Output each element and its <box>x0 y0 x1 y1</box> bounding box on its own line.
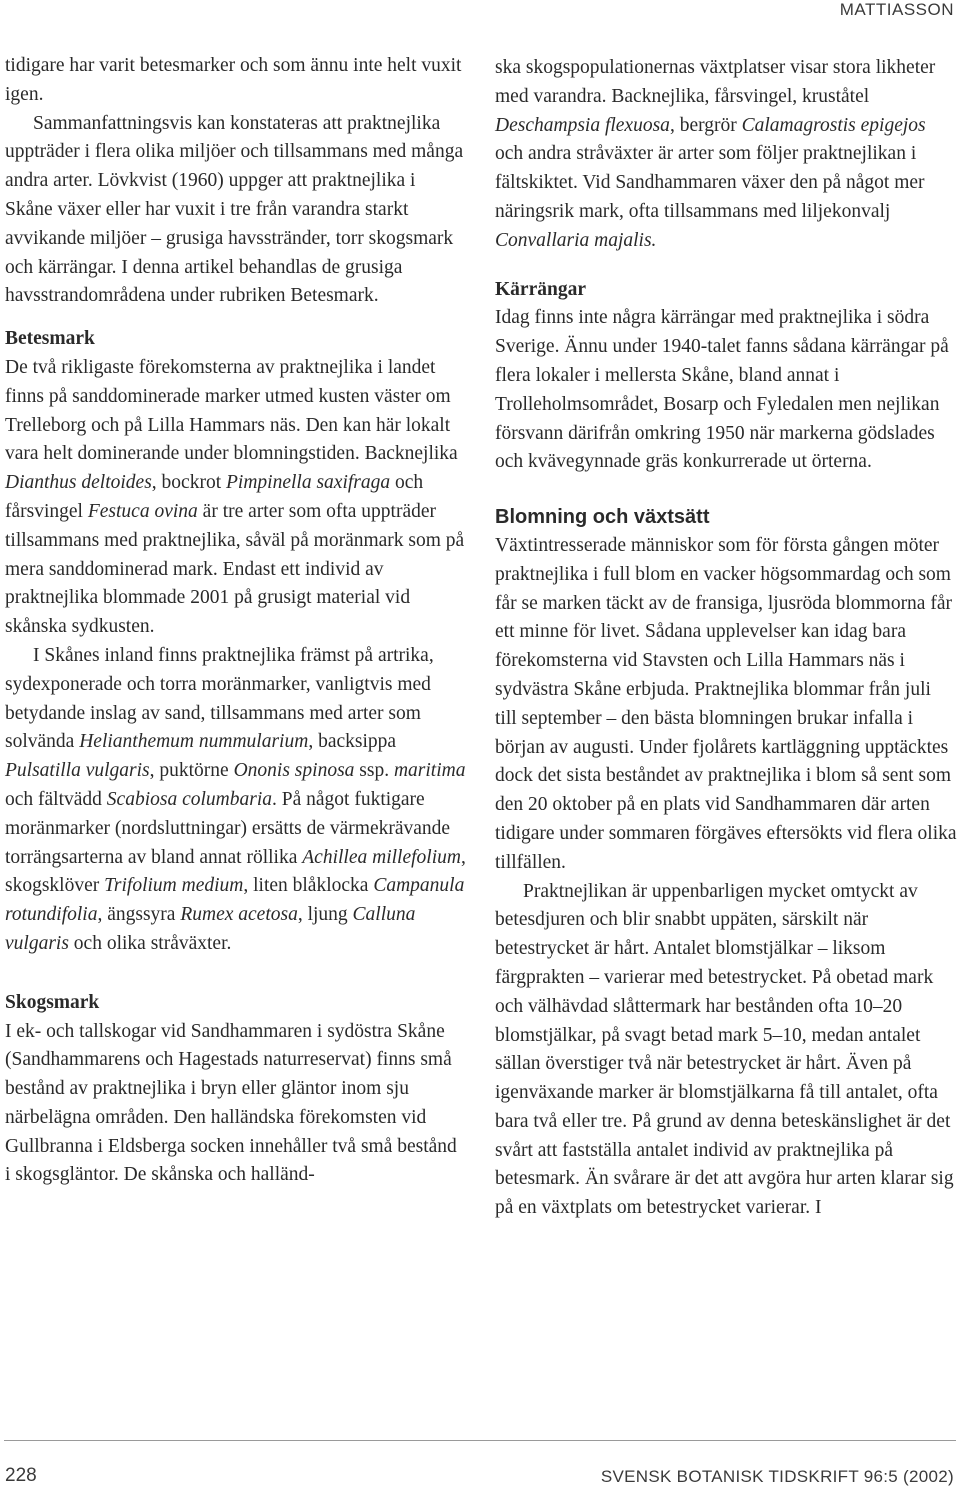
paragraph: Idag finns inte några kärrängar med praktnejlika i södra Sverige. Ännu under 1940-talet fanns sådana kärrängar på flera lokaler i mellersta Skåne, bland annat i Trolleholmsområdet, Bosarp och Fyledalen men nejlikan försvann därifrån omkring 1950 när markerna gödslades och kvävegynnade gräs konkurrerade ut örterna. <box>495 307 949 473</box>
species-name: Deschampsia flexuosa <box>495 114 670 136</box>
species-name: Scabiosa columbaria <box>106 788 272 810</box>
section-heading-betesmark: Betesmark <box>5 328 95 350</box>
species-name: Convallaria majalis. <box>495 229 657 251</box>
paragraph: ska skogspopulationernas växtplatser visar stora likheter med varandra. Backnejlika, fårsvingel, kruståtel Deschampsia flexuosa, bergrör Calamagrostis epigejos och andra stråväxter är arter som följer praktnejlikan i fältskiktet. Vid Sandhammaren växer den på något mer näringsrik mark, ofta tillsammans med liljekonvalj Convallaria majalis. <box>495 57 936 251</box>
species-name: maritima <box>393 760 466 782</box>
species-name: Pimpinella saxifraga <box>226 472 391 494</box>
running-header-author: MATTIASSON <box>839 0 954 19</box>
paragraph: I Skånes inland finns praktnejlika främst på artrika, sydexponerade och torra moränmarker, vanligtvis med betydande inslag av sand, tillsammans med arter som solvända Helianthemum nummularium, backsippa Pulsatilla vulgaris, puktörne Ononis spinosa ssp. maritima och fältvädd Scabiosa columbaria. På något fuktigare moränmarker (nordsluttningar) ersätts de värmekrävande torrängsarterna av bland annat röllika Achillea millefolium, skogsklöver Trifolium medium, liten blåklocka Campanula rotundifolia, ängssyra Rumex acetosa, ljung Calluna vulgaris och olika stråväxter. <box>5 644 466 954</box>
species-name: Campanula rotundifolia <box>5 875 465 926</box>
species-name: Pulsatilla vulgaris <box>5 760 150 782</box>
paragraph: Praktnejlikan är uppenbarligen mycket omtyckt av betesdjuren och blir snabbt uppäten, särskilt när betestrycket är hårt. Antalet blomstjälkar – liksom färgprakten – varierar med betestrycket. På obetad mark och välhävdad slåttermark har bestånden ofta 10–20 blomstjälkar, på svagt betad mark 5–10, medan antalet sällan överstiger två när betestrycket är hårt. Även på igenväxande marker är blomstjälkarna få till antalet, ofta bara två eller tre. På grund av denna beteskänslighet är det svårt att fastställa antalet individ av praktnejlika på betesmark. Än svårare är det att avgöra hur arten klarar sig på en växtplats om betestrycket varierar. I <box>495 880 954 1219</box>
left-column <box>5 52 467 1190</box>
paragraph: tidigare har varit betesmarker och som ännu inte helt vuxit igen. <box>5 55 462 105</box>
footer-rule <box>4 1440 956 1441</box>
species-name: Rumex acetosa <box>180 904 298 926</box>
section-heading-skogsmark: Skogsmark <box>5 991 100 1013</box>
paragraph: I ek- och tallskogar vid Sandhammaren i sydöstra Skåne (Sandhammarens och Hagestads naturreservat) finns små bestånd av praktnejlika i bryn eller gläntor inom sju närbelägna områden. Den halländska förekomsten vid Gullbranna i Eldsberga socken innehåller två små bestånd i skogsgläntor. De skånska och halländ- <box>5 1020 457 1186</box>
paragraph: Växtintresserade människor som för första gången möter praktnejlika i full blom en vacker högsommardag och som får se marken täckt av de fransiga, ljusröda blommorna får ett minne för livet. Sådana upplevelser kan idag bara förekomsterna vid Stavsten och Lilla Hammars näs i sydvästra Skåne erbjuda. Praktnejlika blommar från juli till september – den bästa blomningen brukar infalla i början av augusti. Under fjolårets kartläggning upptäcktes dock det sista beståndet av praktnejlika i blom så sent som den 20 oktober på en plats vid Sandhammaren där arten tidigare under sommaren förgäves eftersökts vid flera olika tillfällen. <box>495 534 957 873</box>
right-column <box>495 54 957 1223</box>
page-number: 228 <box>5 1465 37 1486</box>
species-name: Helianthemum nummularium <box>79 731 309 753</box>
section-heading-karrangar: Kärrängar <box>495 278 586 300</box>
paragraph: Sammanfattningsvis kan konstateras att praktnejlika uppträder i flera olika miljöer och tillsammans med många andra arter. Lövkvist (1960) uppger att praktnejlika i Skåne växer eller har vuxit i tre från varandra starkt avvikande miljöer – grusiga havsstränder, torr skogsmark och kärrängar. I denna artikel behandlas de grusiga havsstrandområdena under rubriken Betesmark. <box>5 112 464 307</box>
species-name: Dianthus deltoides <box>5 472 152 494</box>
species-name: Achillea millefolium <box>302 846 461 868</box>
species-name: Calamagrostis epigejos <box>741 114 926 136</box>
species-name: Festuca ovina <box>87 500 198 522</box>
species-name: Calluna vulgaris <box>5 904 416 954</box>
paragraph: De två rikligaste förekomsterna av praktnejlika i landet finns på sanddominerade marker utmed kusten väster om Trelleborg och på Lilla Hammars näs. Den kan här lokalt vara helt dominerande under blomningstiden. Backnejlika Dianthus deltoides, bockrot Pimpinella saxifraga och fårsvingel Festuca ovina är tre arter som ofta uppträder tillsammans med praktnejlika, såväl på moränmark som på mera sanddominerad mark. Endast ett individ av praktnejlika blommade 2001 på grusigt material vid skånska sydkusten. <box>5 356 465 638</box>
journal-reference: SVENSK BOTANISK TIDSKRIFT 96:5 (2002) <box>600 1467 954 1486</box>
species-name: Trifolium medium <box>104 875 244 897</box>
section-heading-blomning: Blomning och växtsätt <box>495 506 710 529</box>
species-name: Ononis spinosa <box>233 760 355 782</box>
